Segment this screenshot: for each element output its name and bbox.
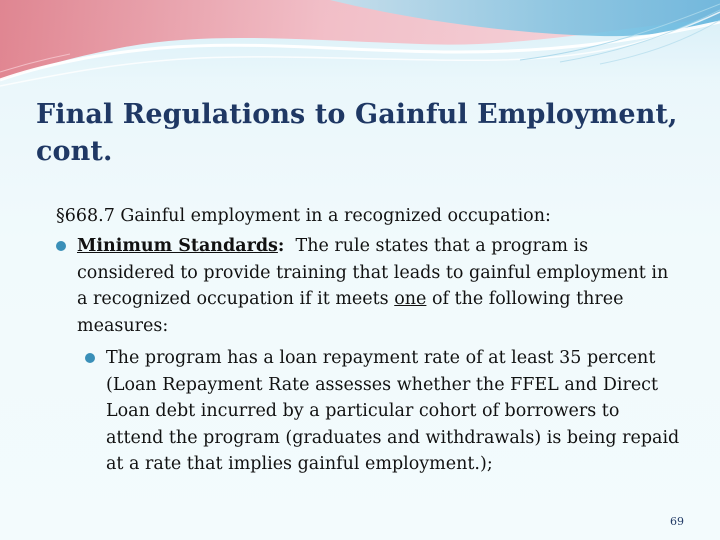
slide-body xyxy=(56,203,682,478)
bullet-text-end: of the following three measures: xyxy=(77,289,624,336)
sub-bullet-text: The program has a loan repayment rate of at least 35 percent (Loan Repayment Rate assesses whether the FFEL and Direct Loan debt incurred by a particular cohort of borrowers to attend the program (graduates and withdrawals) is being repaid at a rate that implies gainful employment.); xyxy=(106,348,680,474)
bullet-lead-colon: : xyxy=(277,236,285,256)
header-wave-decoration xyxy=(0,0,720,110)
bullet-dot-icon xyxy=(56,241,66,251)
slide-title: Final Regulations to Gainful Employment, cont. xyxy=(36,99,678,167)
bullet-emphasis: one xyxy=(394,289,427,309)
page-number: 69 xyxy=(670,515,684,528)
bullet-text: The rule states that a program is considered to provide training that leads to gainful employment in a recognized occupation if it meets xyxy=(77,236,674,309)
bullet-item xyxy=(56,233,682,339)
section-heading: §668.7 Gainful employment in a recognized occupation: xyxy=(56,206,551,226)
bullet-lead-text: Minimum Standards xyxy=(77,236,278,256)
sub-bullet-item xyxy=(85,345,682,478)
bullet-dot-icon xyxy=(85,353,95,363)
